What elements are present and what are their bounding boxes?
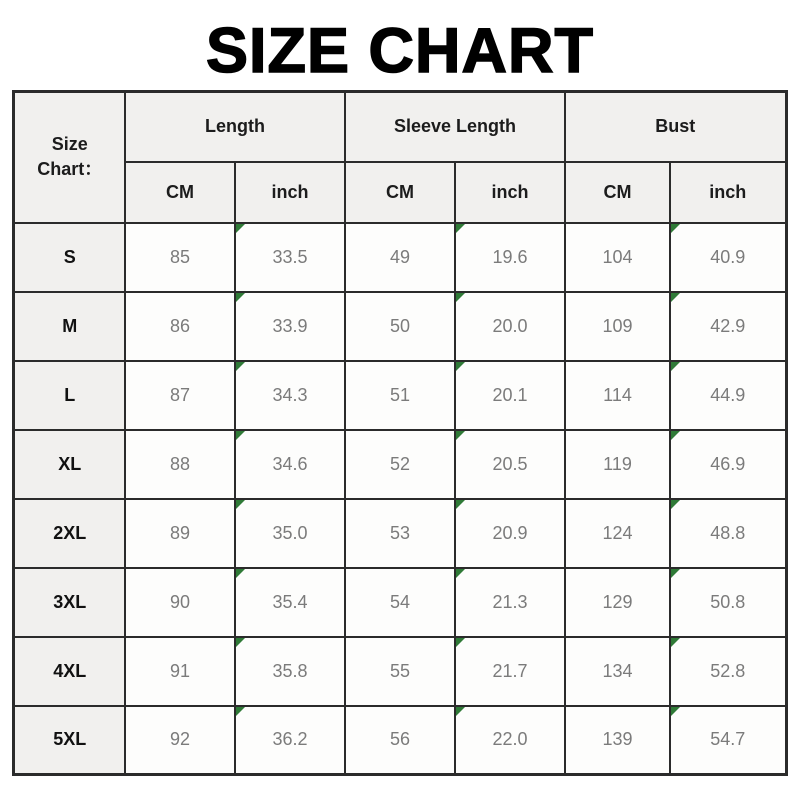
cell-value: 55	[389, 660, 410, 681]
cell-value: 33.5	[272, 246, 308, 267]
cell-value: 48.8	[710, 522, 746, 543]
green-corner-triangle-icon	[456, 224, 465, 233]
green-corner-triangle-icon	[671, 569, 680, 578]
green-corner-triangle-icon	[671, 293, 680, 302]
cell-value: 34.3	[272, 384, 308, 405]
cell-sleeve-inch	[455, 430, 565, 499]
table-row-4xl	[14, 637, 786, 706]
cell-value: 109	[602, 315, 633, 336]
size-chart-table	[12, 90, 787, 776]
cell-sleeve-cm	[345, 361, 455, 430]
cell-bust-inch	[670, 361, 786, 430]
green-corner-triangle-icon	[671, 638, 680, 647]
cell-bust-inch	[670, 499, 786, 568]
cell-value: 22.0	[492, 729, 528, 750]
cell-sleeve-cm	[345, 706, 455, 775]
table-row-xl	[14, 430, 786, 499]
cell-value: 46.9	[710, 453, 746, 474]
cell-value: 114	[603, 384, 632, 405]
cell-value: 20.0	[492, 315, 528, 336]
cell-sleeve-inch	[455, 637, 565, 706]
green-corner-triangle-icon	[236, 224, 245, 233]
green-corner-triangle-icon	[236, 293, 245, 302]
cell-value: 88	[169, 453, 190, 474]
green-corner-triangle-icon	[236, 500, 245, 509]
cell-value: 129	[602, 591, 633, 612]
table-row-s	[14, 223, 786, 292]
cell-sleeve-cm	[345, 568, 455, 637]
green-corner-triangle-icon	[456, 707, 465, 716]
green-corner-triangle-icon	[671, 431, 680, 440]
col-group-length: Length	[125, 92, 345, 162]
cell-sleeve-cm	[345, 292, 455, 361]
cell-bust-cm	[565, 361, 670, 430]
cell-length-cm	[125, 637, 235, 706]
header-row-groups	[14, 92, 786, 162]
cell-value: 50	[389, 315, 410, 336]
cell-value: 51	[389, 384, 410, 405]
cell-sleeve-inch	[455, 706, 565, 775]
cell-value: 35.4	[272, 591, 308, 612]
table-row-2xl	[14, 499, 786, 568]
cell-bust-cm	[565, 706, 670, 775]
green-corner-triangle-icon	[456, 362, 465, 371]
cell-value: 20.5	[492, 453, 528, 474]
cell-length-inch	[235, 223, 345, 292]
unit-header-length-cm: CM	[125, 162, 235, 223]
cell-length-inch	[235, 430, 345, 499]
col-group-sleeve-length: Sleeve Length	[345, 92, 565, 162]
cell-sleeve-cm	[345, 430, 455, 499]
cell-value: 104	[602, 246, 633, 267]
green-corner-triangle-icon	[456, 500, 465, 509]
table-row-5xl	[14, 706, 786, 775]
cell-bust-inch	[670, 568, 786, 637]
cell-bust-cm	[565, 637, 670, 706]
cell-value: 90	[169, 591, 190, 612]
cell-bust-cm	[565, 430, 670, 499]
cell-value: 20.9	[492, 522, 528, 543]
cell-sleeve-inch	[455, 568, 565, 637]
green-corner-triangle-icon	[236, 638, 245, 647]
cell-length-inch	[235, 361, 345, 430]
cell-bust-inch	[670, 706, 786, 775]
row-header-size: S	[14, 223, 125, 292]
cell-bust-cm	[565, 499, 670, 568]
unit-header-bust-inch: inch	[670, 162, 786, 223]
row-header-size: XL	[14, 430, 125, 499]
cell-sleeve-inch	[455, 223, 565, 292]
row-header-size: M	[14, 292, 125, 361]
cell-length-cm	[125, 361, 235, 430]
row-header-size: L	[14, 361, 125, 430]
green-corner-triangle-icon	[236, 431, 245, 440]
green-corner-triangle-icon	[671, 224, 680, 233]
cell-value: 53	[389, 522, 410, 543]
row-header-size: 4XL	[14, 637, 125, 706]
cell-value: 35.0	[272, 522, 308, 543]
green-corner-triangle-icon	[456, 293, 465, 302]
cell-length-cm	[125, 706, 235, 775]
cell-value: 34.6	[272, 453, 308, 474]
green-corner-triangle-icon	[236, 707, 245, 716]
unit-header-sleeve-inch: inch	[455, 162, 565, 223]
cell-length-cm	[125, 568, 235, 637]
cell-value: 35.8	[272, 660, 308, 681]
cell-value: 92	[169, 729, 190, 750]
cell-value: 19.6	[492, 246, 528, 267]
cell-value: 42.9	[710, 315, 746, 336]
cell-value: 89	[169, 522, 190, 543]
cell-bust-inch	[670, 223, 786, 292]
cell-value: 50.8	[710, 591, 746, 612]
cell-bust-inch	[670, 430, 786, 499]
corner-header-size-chart	[14, 92, 125, 223]
table-row-l	[14, 361, 786, 430]
cell-value: 56	[389, 729, 410, 750]
corner-header-line1: Size	[51, 134, 88, 155]
row-header-size: 5XL	[14, 706, 125, 775]
cell-value: 20.1	[492, 384, 528, 405]
cell-value: 85	[169, 246, 190, 267]
cell-sleeve-inch	[455, 292, 565, 361]
cell-value: 49	[389, 246, 410, 267]
cell-value: 40.9	[710, 246, 746, 267]
cell-length-inch	[235, 637, 345, 706]
cell-length-cm	[125, 499, 235, 568]
cell-sleeve-inch	[455, 361, 565, 430]
unit-header-bust-cm: CM	[565, 162, 670, 223]
cell-value: 87	[169, 384, 190, 405]
green-corner-triangle-icon	[456, 569, 465, 578]
cell-sleeve-cm	[345, 223, 455, 292]
cell-value: 52	[389, 453, 410, 474]
cell-value: 119	[603, 453, 632, 474]
cell-bust-inch	[670, 637, 786, 706]
cell-sleeve-cm	[345, 499, 455, 568]
cell-value: 91	[169, 660, 190, 681]
green-corner-triangle-icon	[671, 500, 680, 509]
green-corner-triangle-icon	[236, 569, 245, 578]
cell-bust-cm	[565, 292, 670, 361]
cell-bust-inch	[670, 292, 786, 361]
cell-value: 54	[389, 591, 410, 612]
cell-length-cm	[125, 292, 235, 361]
table-row-m	[14, 292, 786, 361]
corner-header-line2: Chart：	[37, 159, 103, 180]
unit-header-sleeve-cm: CM	[345, 162, 455, 223]
cell-length-cm	[125, 430, 235, 499]
cell-value: 139	[602, 729, 633, 750]
cell-value: 21.3	[492, 591, 528, 612]
cell-sleeve-inch	[455, 499, 565, 568]
cell-value: 36.2	[272, 729, 308, 750]
cell-value: 124	[602, 522, 633, 543]
row-header-size: 2XL	[14, 499, 125, 568]
cell-length-inch	[235, 499, 345, 568]
col-group-bust: Bust	[565, 92, 786, 162]
cell-bust-cm	[565, 223, 670, 292]
green-corner-triangle-icon	[671, 362, 680, 371]
cell-length-cm	[125, 223, 235, 292]
header-row-units	[14, 162, 786, 223]
green-corner-triangle-icon	[236, 362, 245, 371]
green-corner-triangle-icon	[456, 638, 465, 647]
cell-length-inch	[235, 568, 345, 637]
cell-value: 86	[169, 315, 190, 336]
cell-value: 54.7	[710, 729, 746, 750]
unit-header-length-inch: inch	[235, 162, 345, 223]
row-header-size: 3XL	[14, 568, 125, 637]
cell-value: 52.8	[710, 660, 746, 681]
cell-value: 33.9	[272, 315, 308, 336]
cell-length-inch	[235, 292, 345, 361]
cell-value: 134	[602, 660, 633, 681]
cell-value: 44.9	[710, 384, 746, 405]
cell-sleeve-cm	[345, 637, 455, 706]
green-corner-triangle-icon	[671, 707, 680, 716]
cell-value: 21.7	[492, 660, 528, 681]
table-row-3xl	[14, 568, 786, 637]
cell-length-inch	[235, 706, 345, 775]
cell-bust-cm	[565, 568, 670, 637]
page-title: SIZE CHART	[206, 16, 594, 86]
green-corner-triangle-icon	[456, 431, 465, 440]
